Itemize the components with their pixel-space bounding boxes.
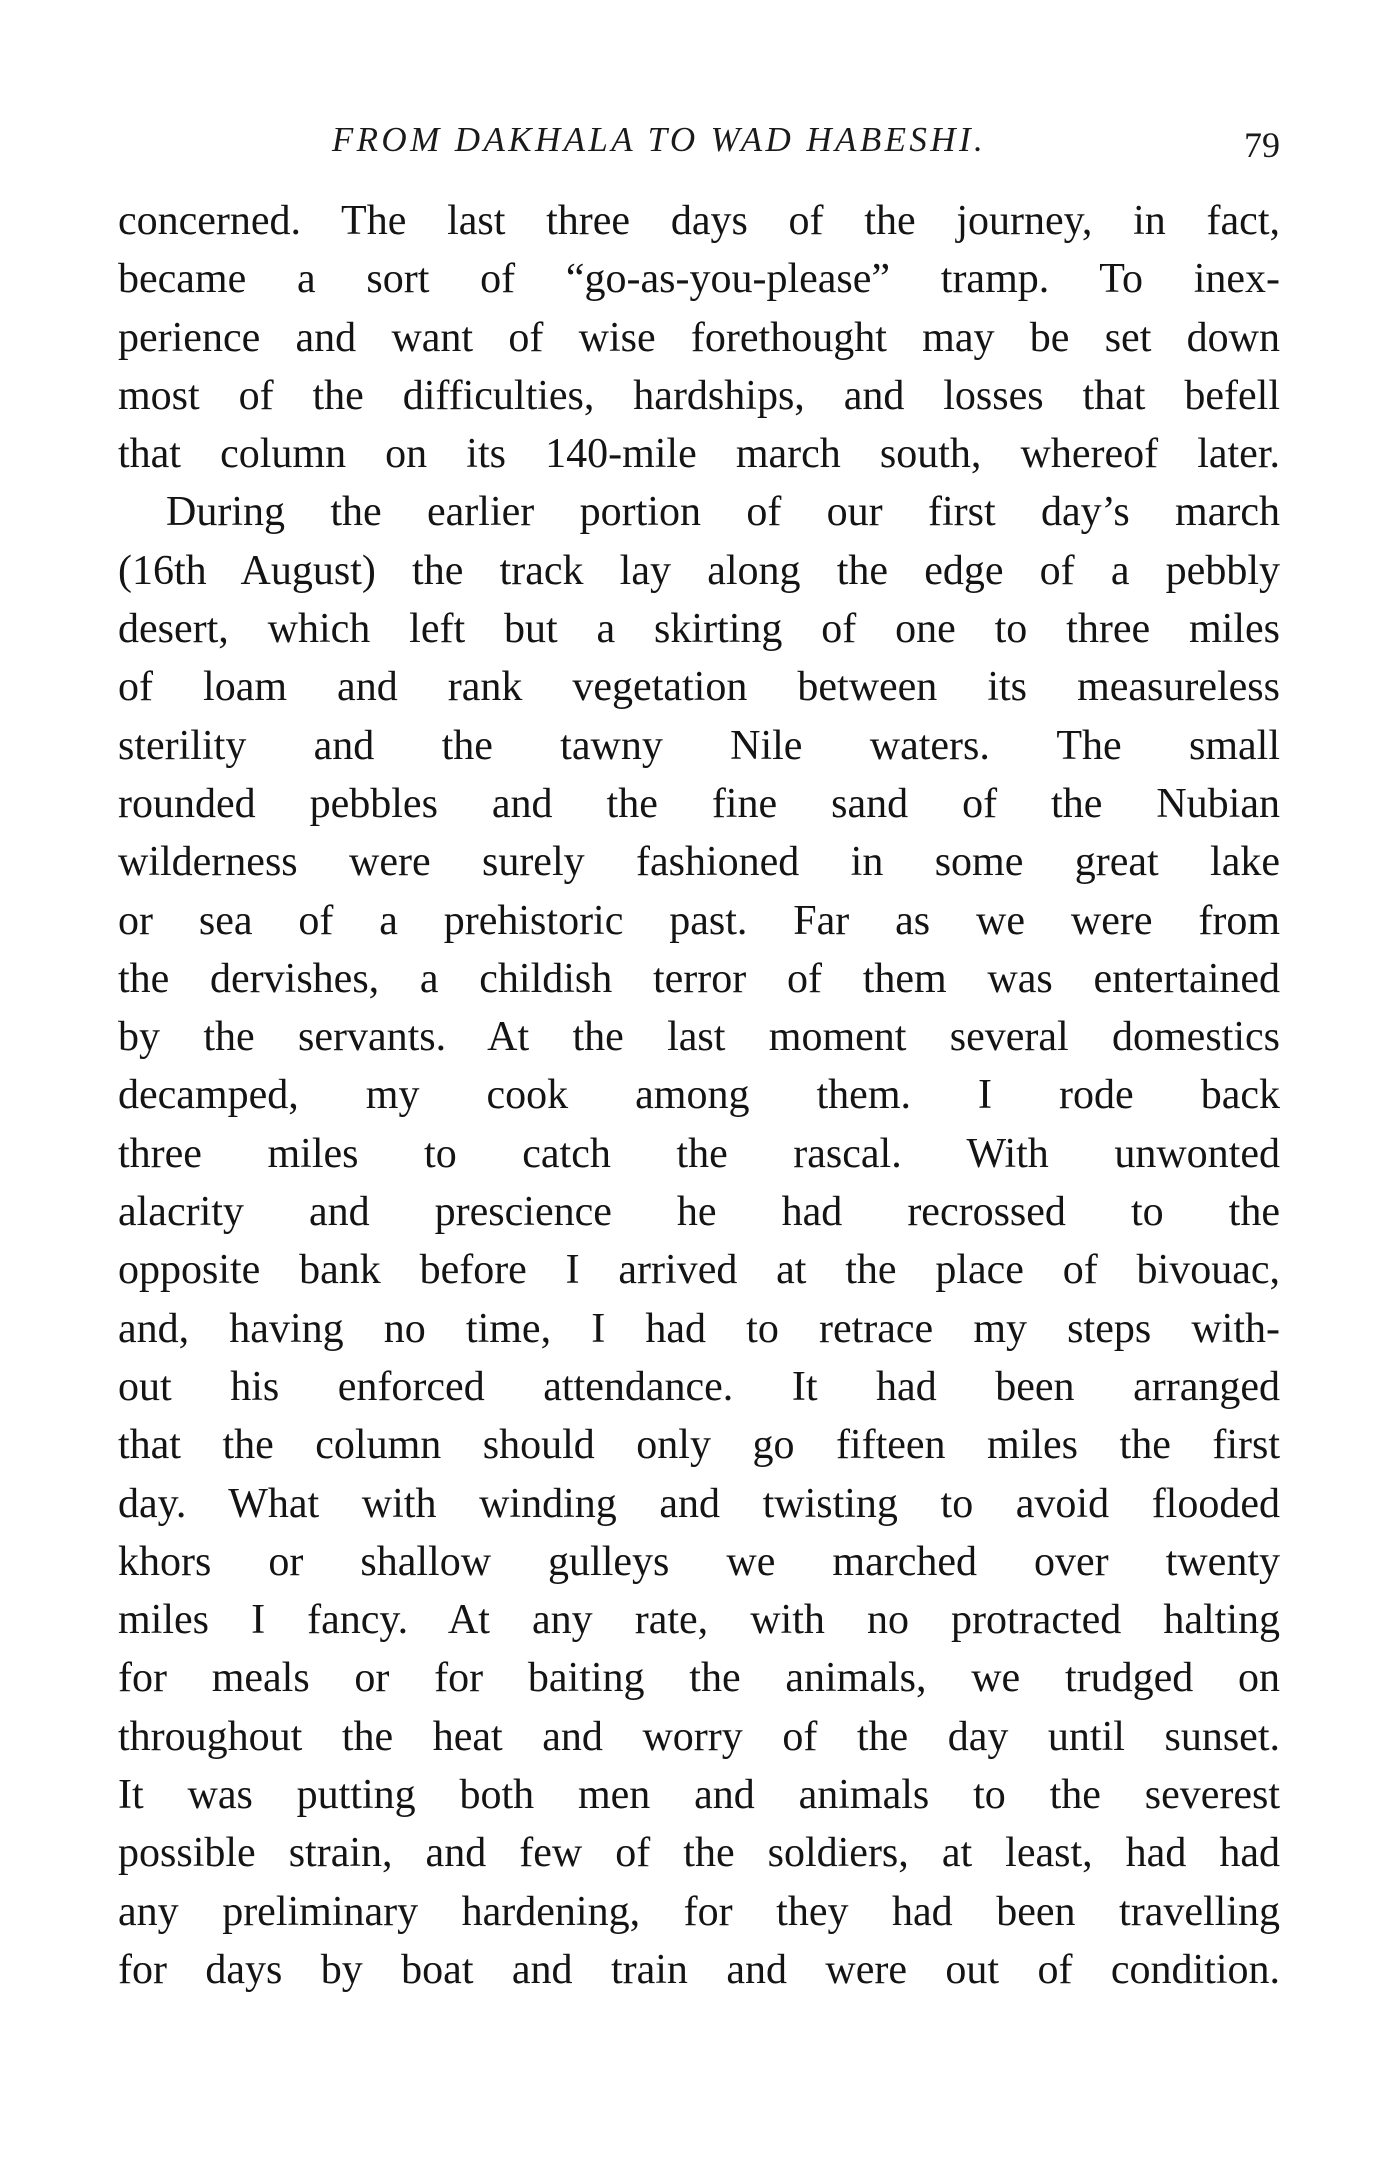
text-line: or sea of a prehistoric past. Far as we were from: [118, 897, 1280, 944]
text-line: became a sort of “go-as-you-please” tramp. To inex-: [118, 256, 1280, 303]
text-line: for days by boat and train and were out of condition.: [118, 1946, 1280, 1993]
text-line: sterility and the tawny Nile waters. The small: [118, 722, 1280, 769]
text-line: the dervishes, a childish terror of them was entertained: [118, 955, 1280, 1002]
text-line: It was putting both men and animals to the severest: [118, 1772, 1280, 1819]
text-line: any preliminary hardening, for they had been travelling: [118, 1888, 1280, 1935]
text-line: out his enforced attendance. It had been arranged: [118, 1363, 1280, 1410]
text-line: rounded pebbles and the fine sand of the Nubian: [118, 780, 1280, 827]
text-line: three miles to catch the rascal. With unwonted: [118, 1130, 1280, 1177]
text-line: possible strain, and few of the soldiers, at least, had had: [118, 1830, 1280, 1877]
text-line: perience and want of wise forethought may be set down: [118, 314, 1280, 361]
running-head: [118, 120, 1280, 180]
body-text: [118, 192, 1280, 1999]
text-line: throughout the heat and worry of the day until sunset.: [118, 1713, 1280, 1760]
text-line: day. What with winding and twisting to avoid flooded: [118, 1480, 1280, 1527]
text-line: of loam and rank vegetation between its measureless: [118, 664, 1280, 711]
text-line: concerned. The last three days of the journey, in fact,: [118, 198, 1280, 244]
page-number: 79: [1244, 125, 1280, 165]
text-line: desert, which left but a skirting of one to three miles: [118, 606, 1280, 653]
text-line: alacrity and prescience he had recrossed to the: [118, 1189, 1280, 1236]
text-line: (16th August) the track lay along the edge of a pebbly: [118, 547, 1280, 594]
text-line: wilderness were surely fashioned in some great lake: [118, 839, 1280, 886]
text-line: miles I fancy. At any rate, with no protracted halting: [118, 1597, 1280, 1644]
running-title: FROM DAKHALA TO WAD HABESHI.: [331, 120, 987, 159]
text-line: for meals or for baiting the animals, we trudged on: [118, 1655, 1280, 1702]
text-line: that the column should only go fifteen miles the first: [118, 1422, 1280, 1469]
text-line: most of the difficulties, hardships, and losses that befell: [118, 372, 1280, 419]
text-line: opposite bank before I arrived at the place of bivouac,: [118, 1247, 1280, 1294]
text-line: by the servants. At the last moment several domestics: [118, 1014, 1280, 1061]
text-line: that column on its 140-mile march south, whereof later.: [118, 431, 1280, 478]
text-line: khors or shallow gulleys we marched over twenty: [118, 1538, 1280, 1585]
text-line: and, having no time, I had to retrace my steps with-: [118, 1305, 1280, 1352]
text-line: decamped, my cook among them. I rode back: [118, 1072, 1280, 1119]
paragraph-first-line: During the earlier portion of our first day’s march: [166, 489, 1280, 536]
